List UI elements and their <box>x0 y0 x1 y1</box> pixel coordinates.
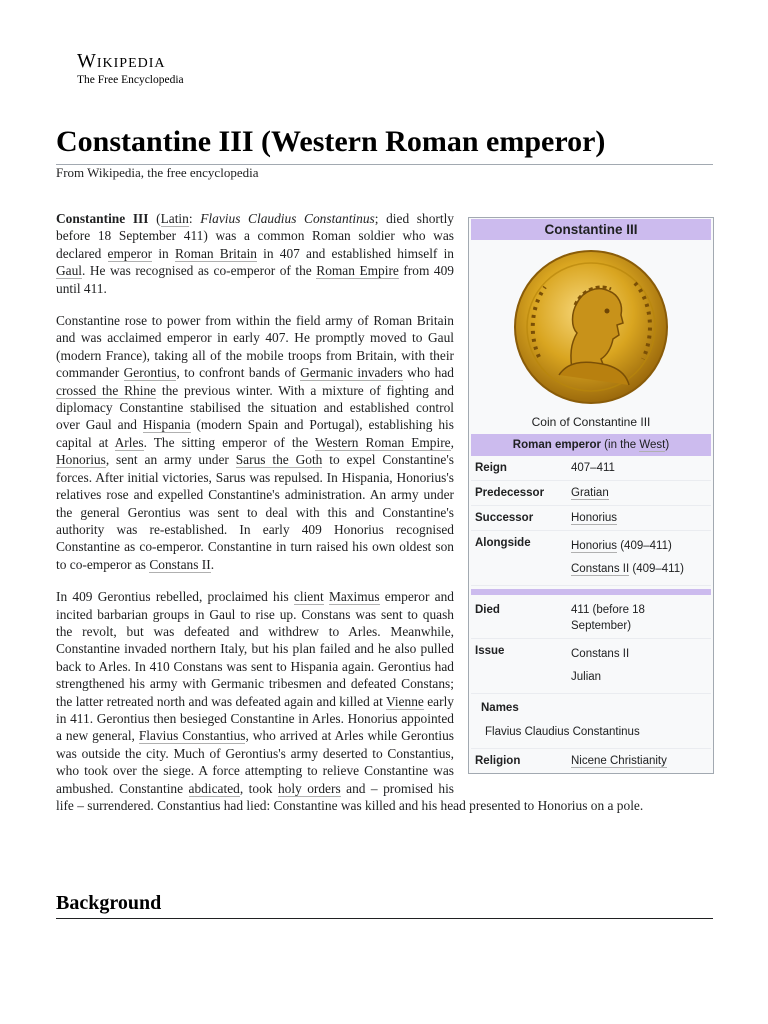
site-tagline: From Wikipedia, the free encyclopedia <box>56 165 259 180</box>
infobox-row-reign: Reign 407–411 <box>471 456 711 481</box>
link-gratian[interactable]: Gratian <box>571 487 609 499</box>
link-nicene-christianity[interactable]: Nicene Christianity <box>571 755 667 767</box>
infobox-row-predecessor: Predecessor Gratian <box>471 481 711 506</box>
infobox-row-religion: Religion Nicene Christianity <box>475 755 667 767</box>
infobox-caption: Coin of Constantine III <box>531 415 651 429</box>
wikipedia-logo[interactable] <box>77 50 184 87</box>
paragraph-2: Constantine rose to power from within the field army of Roman Britain and was acclaimed emperor in early 407. He promptly moved to Gaul (modern France), taking all of the mobile troops from Britain, with their commander Gerontius, to confront bands of Germanic invaders who had crossed the Rhine the previous winter. With a mixture of fighting and diplomacy Constantine stabilised the situation and established control over Gaul and Hispania (modern Spain and Portugal), establishing his capital at Arles. The sitting emperor of the Western Roman Empire, Honorius, sent an army under Sarus the Goth to expel Constantine's forces. After initial victories, Sarus was repulsed. In Hispania, Honorius's relatives rose and expelled Constantine's administration. An army under the general Gerontius was sent to deal with this and Constantine's authority was re-established. In early 409 Honorius recognised Constantine as co-emperor. Constantine in turn raised his own oldest son to co-emperor as Constans II. <box>56 313 454 572</box>
office-title: Roman emperor <box>512 439 601 451</box>
infobox-image[interactable] <box>469 241 713 412</box>
paragraph-3: In 409 Gerontius rebelled, proclaimed his client Maximus emperor and incited barbarian groups in Gaul to rise up. Constans was sent to quash the revolt, but was defeated and withdrew to Arles. Meanwhile, Constantine invaded northern Italy, but his plan failed and he also pulled back to Arles. In 410 Constans was sent to Hispania again. Gerontius had strengthened his army with Germanic tribesmen and defeated Constans; the latter retreated north and was defeated again and killed at Vienne early in 411. Gerontius then besieged Constantine in Arles. Honorius appointed a new general, Flavius Constantius, who arrived at Arles while Gerontius was outside the city. Much of Gerontius's army deserted to Constantius, who took over the siege. A force attempting to relieve Constantine was ambushed. Constantine abdicated, took holy orders and – promised his life – surrendered. Constantius had lied: Constantine was killed and his head presented to Honorius on a pole. <box>56 589 644 813</box>
infobox-office-header: Roman emperor (in the West) <box>471 434 711 456</box>
link-maximus[interactable]: Maximus <box>328 589 380 605</box>
link-roman-britain[interactable]: Roman Britain <box>174 245 257 261</box>
link-constans-ii[interactable]: Constans II <box>149 556 211 572</box>
link-honorius-body[interactable]: Honorius <box>56 452 106 468</box>
infobox-names-value: Flavius Claudius Constantinus <box>471 720 711 749</box>
link-gerontius[interactable]: Gerontius <box>123 365 177 381</box>
link-hispania[interactable]: Hispania <box>142 417 191 433</box>
link-west[interactable]: West <box>639 439 666 451</box>
link-honorius-alongside[interactable]: Honorius <box>571 540 618 552</box>
link-holy-orders[interactable]: holy orders <box>277 780 341 796</box>
infobox <box>468 217 714 774</box>
link-flavius-constantius[interactable]: Flavius Constantius <box>138 728 246 744</box>
link-gaul[interactable]: Gaul <box>56 263 83 279</box>
link-sarus-the-goth[interactable]: Sarus the Goth <box>235 452 323 468</box>
link-western-roman-empire[interactable]: Western Roman Empire <box>314 434 451 450</box>
link-crossed-the-rhine[interactable]: crossed the Rhine <box>56 382 157 398</box>
infobox-row-issue: Issue Constans II Julian <box>471 639 711 694</box>
link-honorius[interactable]: Honorius <box>571 512 618 524</box>
paragraph-lead: Constantine III (Latin: Flavius Claudius Constantinus; died shortly before 18 September 411) was a common Roman soldier who was declared emperor in Roman Britain in 407 and established himself in Gaul. He was recognised as co-emperor of the Roman Empire from 409 until 411. <box>56 211 455 296</box>
section-heading-background: Background <box>56 890 713 919</box>
logo-tagline: The Free Encyclopedia <box>77 74 184 86</box>
infobox-divider <box>471 589 711 595</box>
link-client[interactable]: client <box>293 589 324 605</box>
link-abdicated[interactable]: abdicated <box>188 780 240 796</box>
article-body <box>56 210 714 829</box>
infobox-row-successor: Successor Honorius <box>471 506 711 531</box>
link-arles[interactable]: Arles <box>114 434 144 450</box>
infobox-row-alongside: Alongside Honorius (409–411) Constans II (409–411) <box>471 531 711 586</box>
link-emperor[interactable]: emperor <box>107 245 153 261</box>
page-title: Constantine III (Western Roman emperor) <box>56 124 713 165</box>
link-latin[interactable]: Latin <box>160 211 189 226</box>
link-constans-ii-alongside[interactable]: Constans II <box>571 563 630 575</box>
infobox-row-died: Died 411 (before 18 September) <box>471 598 711 639</box>
logo-wordmark: Wikipedia <box>77 50 166 72</box>
link-germanic-invaders[interactable]: Germanic invaders <box>300 365 403 381</box>
infobox-names-label: Names <box>481 702 519 714</box>
link-vienne[interactable]: Vienne <box>385 693 424 709</box>
coin-image[interactable] <box>511 247 671 407</box>
link-roman-empire[interactable]: Roman Empire <box>316 263 399 279</box>
infobox-title: Constantine III <box>471 219 711 240</box>
